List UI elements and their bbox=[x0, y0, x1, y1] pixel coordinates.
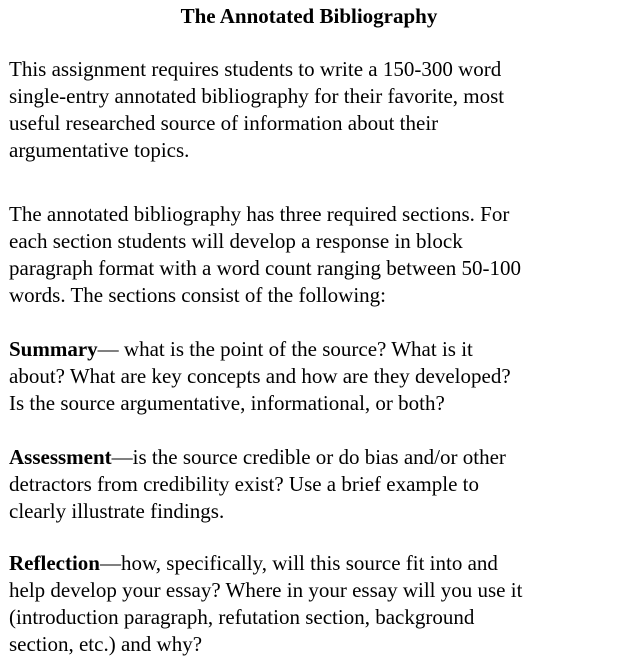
reflection-line: help develop your essay? Where in your essay will you use it bbox=[9, 578, 523, 602]
reflection-line: section, etc.) and why? bbox=[9, 632, 203, 656]
summary-line: about? What are key concepts and how are they developed? bbox=[9, 364, 511, 388]
reflection-first-line bbox=[9, 550, 615, 577]
overview-line: paragraph format with a word count ranging between 50-100 bbox=[9, 256, 521, 280]
reflection-line: (introduction paragraph, refutation section, background bbox=[9, 605, 475, 629]
intro-paragraph bbox=[9, 56, 615, 164]
overview-line: each section students will develop a response in block bbox=[9, 229, 463, 253]
sections-overview-paragraph bbox=[9, 201, 615, 309]
intro-line: This assignment requires students to write a 150-300 word bbox=[9, 57, 502, 81]
assessment-line: detractors from credibility exist? Use a brief example to bbox=[9, 472, 479, 496]
overview-line: words. The sections consist of the following: bbox=[9, 283, 386, 307]
document-title: The Annotated Bibliography bbox=[180, 4, 438, 28]
assessment-line: clearly illustrate findings. bbox=[9, 499, 225, 523]
intro-line: useful researched source of information about their bbox=[9, 111, 439, 135]
summary-paragraph bbox=[9, 336, 615, 417]
summary-first-line bbox=[9, 336, 615, 363]
reflection-first-line-text: —how, specifically, will this source fit into and bbox=[99, 551, 498, 575]
overview-line: The annotated bibliography has three required sections. For bbox=[9, 202, 510, 226]
assessment-first-line bbox=[9, 444, 615, 471]
intro-line: single-entry annotated bibliography for their favorite, most bbox=[9, 84, 505, 108]
reflection-label: Reflection bbox=[9, 551, 100, 575]
assessment-paragraph bbox=[9, 444, 615, 525]
summary-first-line-text: — what is the point of the source? What is it bbox=[97, 337, 473, 361]
summary-label: Summary bbox=[9, 337, 98, 361]
reflection-paragraph bbox=[9, 550, 615, 658]
assessment-first-line-text: —is the source credible or do bias and/or other bbox=[111, 445, 506, 469]
summary-line: Is the source argumentative, informational, or both? bbox=[9, 391, 445, 415]
intro-line: argumentative topics. bbox=[9, 138, 190, 162]
assessment-label: Assessment bbox=[9, 445, 112, 469]
